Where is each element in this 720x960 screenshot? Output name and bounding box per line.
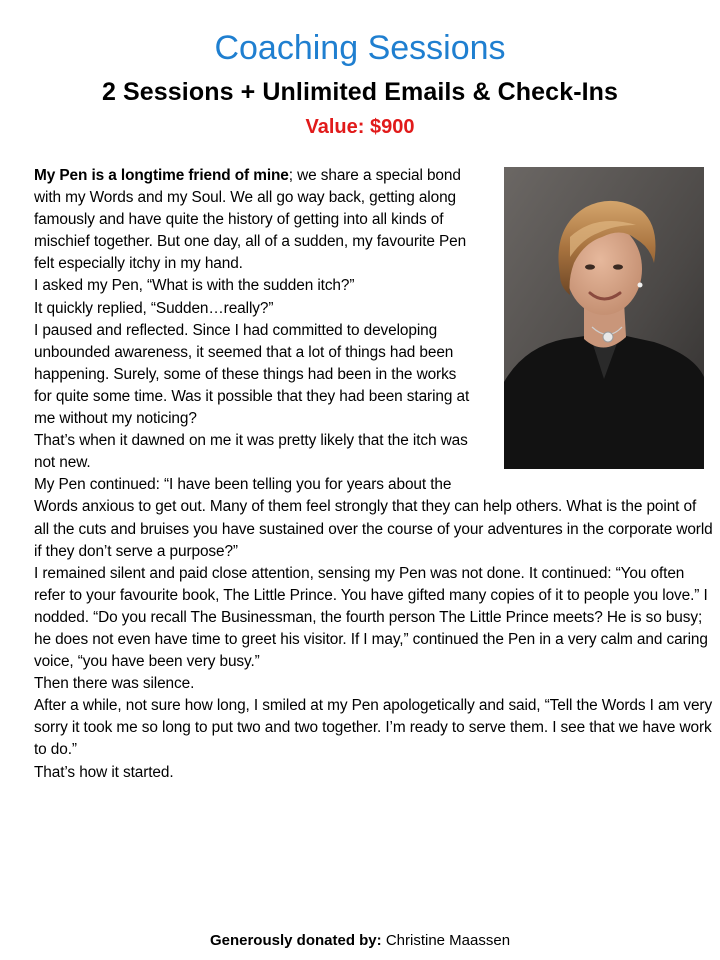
story-text bbox=[34, 165, 714, 784]
value-label: Value: $900 bbox=[305, 116, 415, 138]
story-paragraph-10: That’s how it started. bbox=[34, 763, 174, 781]
portrait-photo bbox=[504, 167, 704, 469]
portrait-illustration bbox=[504, 167, 704, 469]
donor-name: Christine Maassen bbox=[381, 932, 511, 949]
story-paragraph-6: My Pen continued: “I have been telling you for years about the Words anxious to get out. Many of them feel strongly that they can help others. What is the point of all the cuts and bruises you have sustained over the course of your adventures in the corporate world if they don’t serve a purpose?” bbox=[34, 476, 713, 560]
story-paragraph-3: It quickly replied, “Sudden…really?” bbox=[34, 299, 274, 317]
story-lead-continuation: ; we share a special bond with my Words and my Soul. We all go way back, getting along famously and have quite the history of getting into all kinds of mischief together. But one day, all of a sudden, my favourite Pen felt especially itchy in my hand. bbox=[34, 167, 467, 273]
story-paragraph-4: I paused and reflected. Since I had committed to developing unbounded awareness, it seemed that a lot of things had been happening. Surely, some of these things had been in the works for quite some time. Was it possible that they had been staring at me without my noticing? bbox=[34, 321, 470, 428]
page-title: Coaching Sessions bbox=[214, 29, 506, 67]
story-paragraph-8: Then there was silence. bbox=[34, 675, 195, 693]
story-paragraph-2: I asked my Pen, “What is with the sudden itch?” bbox=[34, 277, 355, 295]
donor-credit bbox=[0, 930, 720, 952]
page-subtitle: 2 Sessions + Unlimited Emails & Check-Ins bbox=[101, 78, 619, 106]
story-paragraph-9: After a while, not sure how long, I smiled at my Pen apologetically and said, “Tell the Words I am very sorry it took me so long to put two and two together. I’m ready to serve them. I see that we have work to do.” bbox=[34, 697, 713, 759]
story-lead: My Pen is a longtime friend of mine bbox=[34, 167, 289, 184]
story-paragraph-7: I remained silent and paid close attention, sensing my Pen was not done. It continued: “You often refer to your favourite book, The Little Prince. You have gifted many copies of it to people you love.” I nodded. “Do you recall The Businessman, the fourth person The Little Prince meets? He is so busy; he does not even have time to greet his visitor. If I may,” continued the Pen in a very calm and caring voice, “you have been very busy.” bbox=[34, 564, 708, 671]
donor-label: Generously donated by: bbox=[209, 932, 382, 949]
story-paragraph-5: That’s when it dawned on me it was pretty likely that the itch was not new. bbox=[34, 432, 468, 472]
